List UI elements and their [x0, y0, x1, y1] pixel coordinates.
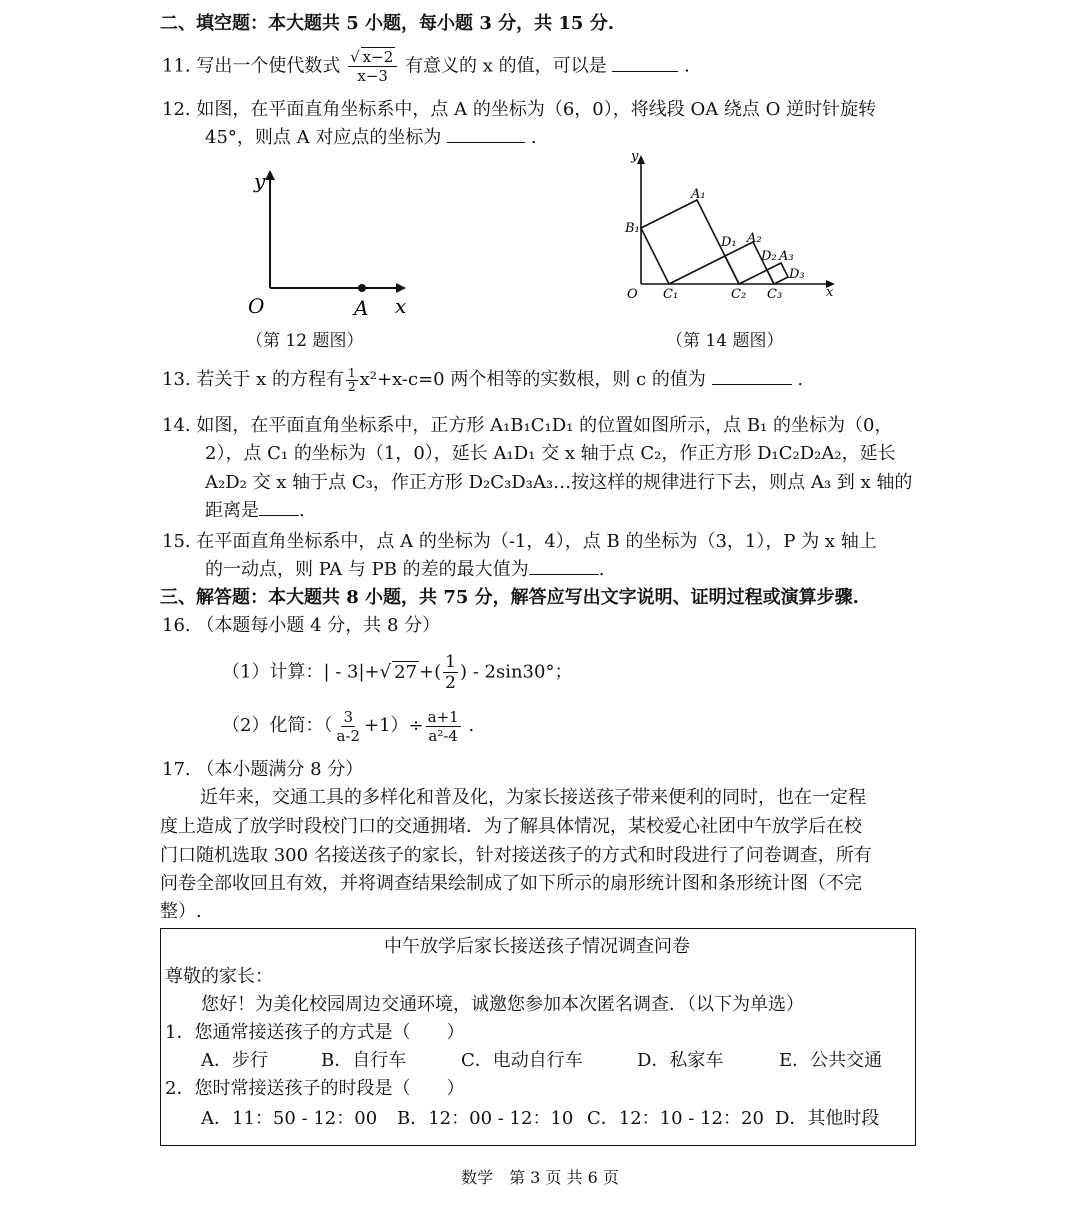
question-14-line3: A₂D₂ 交 x 轴于点 C₃，作正方形 D₂C₃D₃A₃…按这样的规律进行下去，则点 A₃ 到 x 轴的 — [205, 472, 913, 493]
origin-label: O — [627, 287, 638, 302]
survey-q1-option-a: A．步行 — [201, 1050, 268, 1071]
label-a1: A₁ — [691, 187, 706, 202]
question-14-line4: 距离是 . — [205, 497, 305, 525]
point-a — [358, 284, 366, 292]
survey-q1-option-d: D．私家车 — [637, 1050, 724, 1071]
label-d3: D₃ — [789, 267, 805, 282]
question-12-line2: 45°，则点 A 对应点的坐标为 . — [205, 124, 537, 152]
question-16-part2: （2）化简：（ $\frac{3}{a-2}$ +1）÷ $\frac{a+1}{\text{a²-4}}$ . — [222, 707, 475, 745]
question-17-paragraph-line2: 度上造成了放学时段校门口的交通拥堵．为了解具体情况，某校爱心社团中午放学后在校 — [160, 816, 862, 837]
x-axis-label: x — [826, 285, 834, 300]
figure-12-caption: （第 12 题图） — [246, 331, 364, 351]
survey-title: 中午放学后家长接送孩子情况调查问卷 — [384, 936, 690, 957]
label-a2: A₂ — [747, 231, 762, 246]
question-16-header: 16. （本题每小题 4 分，共 8 分） — [162, 615, 441, 636]
survey-q1-option-c: C．电动自行车 — [461, 1050, 583, 1071]
question-14-line1: 14. 如图，在平面直角坐标系中，正方形 A₁B₁C₁D₁ 的位置如图所示，点 B₁ 的坐标为（0， — [162, 415, 893, 436]
question-17-paragraph-line1: 近年来，交通工具的多样化和普及化，为家长接送孩子带来便利的同时，也在一定程 — [200, 787, 866, 808]
page-footer: 数学 第 3 页 共 6 页 — [461, 1168, 619, 1187]
question-13: 13. 若关于 x 的方程有 $\frac{1}{2}$ x²+x-c=0 两个相等的实数根，则 c 的值为 . — [162, 365, 804, 394]
answer-blank — [612, 53, 678, 72]
section-3-title: 三、解答题：本大题共 8 小题，共 75 分，解答应写出文字说明、证明过程或演算步骤. — [160, 587, 859, 608]
survey-q2-option-b: B．12：00 - 12：10 — [397, 1108, 574, 1129]
survey-q2-option-d: D．其他时段 — [775, 1108, 880, 1129]
question-12-line1: 12. 如图，在平面直角坐标系中，点 A 的坐标为（6，0），将线段 OA 绕点 O 逆时针旋转 — [162, 99, 877, 120]
x-axis-label: x — [395, 294, 407, 318]
question-14-line2: 2），点 C₁ 的坐标为（1，0），延长 A₁D₁ 交 x 轴于点 C₂，作正方形 D₁C₂D₂A₂，延长 — [205, 443, 896, 464]
question-number: 11. — [162, 55, 191, 77]
y-axis-label: y — [631, 149, 639, 164]
origin-label: O — [248, 294, 265, 318]
label-c2: C₂ — [731, 287, 747, 302]
survey-question-1: 1．您通常接送孩子的方式是（ ） — [165, 1022, 465, 1043]
label-c1: C₁ — [663, 287, 679, 302]
section-2-title: 二、填空题：本大题共 5 小题，每小题 3 分，共 15 分. — [160, 13, 614, 34]
y-axis-label: y — [254, 169, 266, 193]
question-15-line2: 的一动点，则 PA 与 PB 的差的最大值为 . — [205, 556, 604, 584]
label-a3: A₃ — [779, 249, 794, 264]
label-c3: C₃ — [767, 287, 783, 302]
label-b1: B₁ — [625, 221, 640, 236]
label-d2: D₂ — [761, 249, 777, 264]
question-17-paragraph-line3: 门口随机选取 300 名接送孩子的家长，针对接送孩子的方式和时段进行了问卷调查，所有 — [160, 845, 872, 866]
figure-14-caption: （第 14 题图） — [666, 331, 784, 351]
question-17-paragraph-line5: 整）. — [160, 901, 202, 922]
survey-q2-option-a: A．11：50 - 12：00 — [201, 1108, 378, 1129]
survey-q1-option-e: E．公共交通 — [779, 1050, 883, 1071]
survey-greeting: 尊敬的家长： — [165, 966, 273, 987]
question-17-header: 17. （本小题满分 8 分） — [162, 759, 364, 780]
answer-blank — [529, 556, 599, 575]
question-16-part1: （1）计算：| - 3|+√ 27 +( $\frac{1}{2}$ ) - 2sin30°； — [222, 652, 573, 693]
question-17-paragraph-line4: 问卷全部收回且有效，并将调查结果绘制成了如下所示的扇形统计图和条形统计图（不完 — [160, 873, 862, 894]
figure-14 — [615, 150, 845, 310]
label-d1: D₁ — [721, 235, 737, 250]
survey-q1-option-b: B．自行车 — [321, 1050, 407, 1071]
point-a-label: A — [354, 296, 369, 320]
question-11: 11. 写出一个使代数式 $\frac{√ x-2}{x-3}$ 有意义的 x 的值，可以是 . — [162, 48, 690, 85]
figure-12 — [230, 168, 430, 318]
answer-blank — [447, 124, 525, 143]
survey-question-2: 2．您时常接送孩子的时段是（ ） — [165, 1078, 465, 1099]
fraction: $\frac{√ x-2}{x-3}$ — [348, 48, 397, 85]
survey-intro: 您好！为美化校园周边交通环境，诚邀您参加本次匿名调查．（以下为单选） — [201, 994, 804, 1015]
question-15-line1: 15. 在平面直角坐标系中，点 A 的坐标为（-1，4），点 B 的坐标为（3，1），P 为 x 轴上 — [162, 531, 877, 552]
survey-q2-option-c: C．12：10 - 12：20 — [587, 1108, 764, 1129]
answer-blank — [259, 497, 299, 516]
survey-box — [160, 928, 916, 1146]
answer-blank — [712, 366, 792, 385]
